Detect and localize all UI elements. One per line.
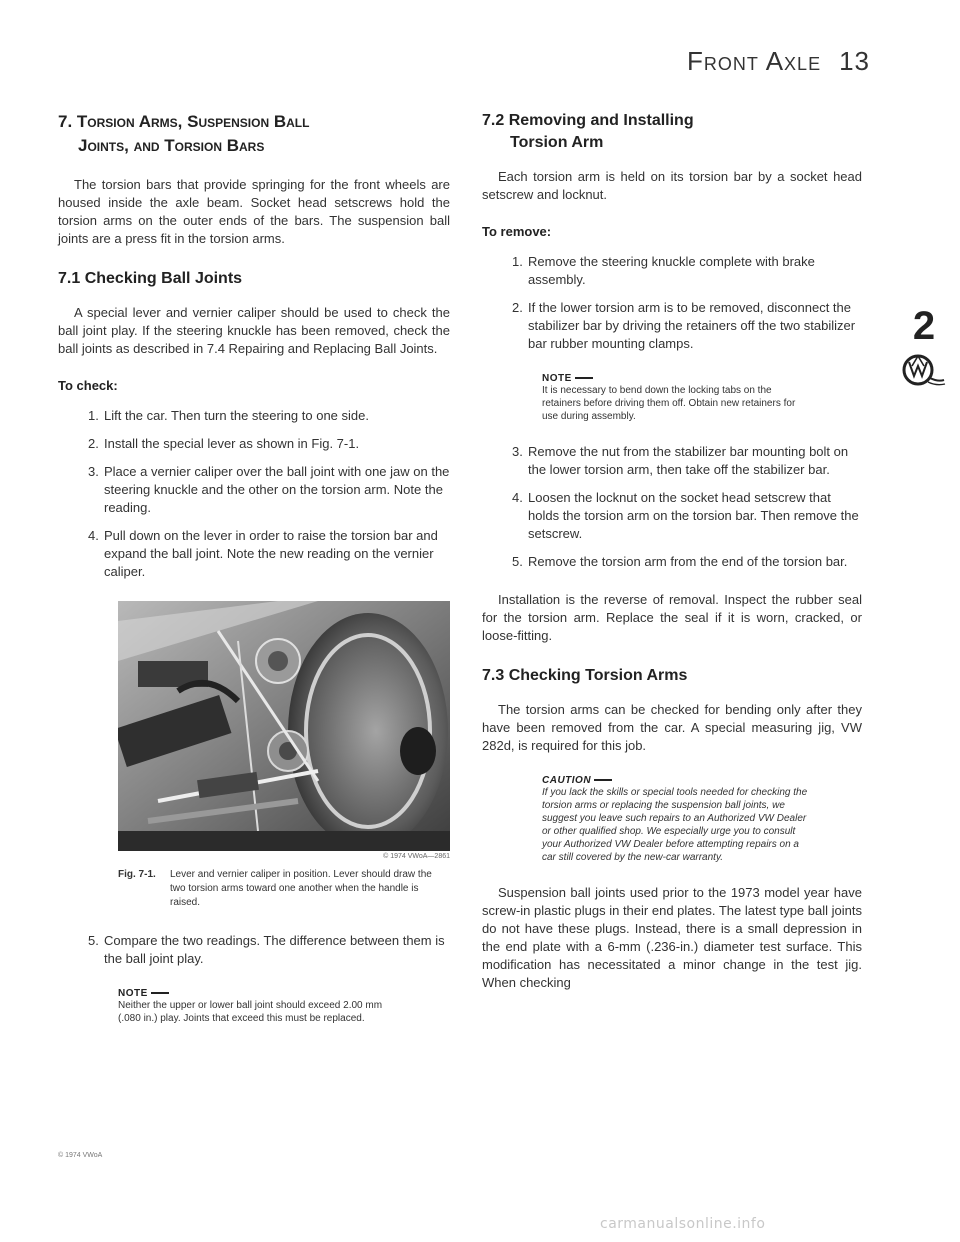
left-column xyxy=(58,110,450,1045)
note-heading: NOTE xyxy=(118,988,388,999)
subsection-title-7-2-line2: Torsion Arm xyxy=(510,134,604,151)
vw-logo-icon xyxy=(902,352,946,392)
ball-joint-paragraph: Suspension ball joints used prior to the 1973 model year have screw-in plastic plugs in their end plates. The latest type ball joints do not have these plugs. Instead, there is a small depression in the end plate with a 6-mm (.236-in.) diameter test surface. This modification has necessitated a minor change in the test jig. When checking xyxy=(482,885,862,990)
section-title-line2: Joints, and Torsion Bars xyxy=(78,136,265,155)
figure-caption xyxy=(118,868,450,910)
figure-7-1 xyxy=(118,601,450,910)
section-intro: The torsion bars that provide springing for the front wheels are housed inside the axle beam. Socket head setscrews hold the torsion arms on the outer ends of the bars. The suspension ball joints are a press fit in the torsion arms. xyxy=(58,177,450,246)
subsection-title-7-3: 7.3 Checking Torsion Arms xyxy=(482,667,688,684)
bottom-credit: © 1974 VWoA xyxy=(58,1152,103,1159)
note-text: Neither the upper or lower ball joint should exceed 2.00 mm (.080 in.) play. Joints that exceed this must be replaced. xyxy=(118,1000,383,1024)
list-item: 2. If the lower torsion arm is to be removed, disconnect the stabilizer bar by driving the retainers off the two stabilizer bar rubber mounting clamps. xyxy=(512,300,856,351)
caution-text: If you lack the skills or special tools needed for checking the torsion arms or replacing the suspension ball joints, we suggest you leave such repairs to an Authorized VW Dealer or other qualified shop. We especially urge you to consult your Authorized VW Dealer before attempting repairs on a car still covered by the new-car warranty. xyxy=(542,787,808,863)
check-steps-continued xyxy=(58,932,450,968)
watermark: carmanualsonline.info xyxy=(600,1216,766,1232)
list-item: 3. Place a vernier caliper over the ball joint with one jaw on the steering knuckle and the other on the torsion arm. Note the reading. xyxy=(88,464,450,515)
suspension-photo-art xyxy=(118,601,450,851)
subsection-intro-7-3: The torsion arms can be checked for bending only after they have been removed from the car. A special measuring jig, VW 282d, is required for this job. xyxy=(482,702,862,753)
list-item: 5. Remove the torsion arm from the end of the torsion bar. xyxy=(512,554,848,569)
to-remove-label: To remove: xyxy=(482,224,552,239)
list-item: 4. Pull down on the lever in order to raise the torsion bar and expand the ball joint. Note the new reading on the vernier caliper. xyxy=(88,528,438,579)
right-column xyxy=(482,110,862,1012)
subsection-intro-7-2: Each torsion arm is held on its torsion bar by a socket head setscrew and locknut. xyxy=(482,169,862,202)
section-title xyxy=(58,110,450,158)
chapter-tab-number: 2 xyxy=(912,304,936,348)
remove-steps-continued xyxy=(482,443,862,571)
caution-heading: CAUTION xyxy=(542,775,812,786)
page-number: 13 xyxy=(839,46,870,76)
note-box-retainers xyxy=(542,373,812,423)
to-check-label: To check: xyxy=(58,378,118,393)
list-item: 2. Install the special lever as shown in Fig. 7-1. xyxy=(88,436,360,451)
figure-label: Fig. 7-1. xyxy=(118,869,156,880)
caution-box xyxy=(542,775,812,864)
photo-credit: © 1974 VWoA—2861 xyxy=(383,853,450,860)
note-heading: NOTE xyxy=(542,373,812,384)
subsection-title-7-2 xyxy=(482,110,862,154)
list-item: 4. Loosen the locknut on the socket head setscrew that holds the torsion arm on the torsion bar. Then remove the setscrew. xyxy=(512,490,859,541)
subsection-intro-7-1: A special lever and vernier caliper should be used to check the ball joint play. If the steering knuckle has been removed, check the ball joints as described in 7.4 Repairing and Replacing Ball Joints. xyxy=(58,305,450,356)
section-title-line1: 7. Torsion Arms, Suspension Ball xyxy=(58,112,310,131)
suspension-photo xyxy=(118,601,450,851)
list-item: 5. Compare the two readings. The difference between them is the ball joint play. xyxy=(88,933,445,966)
check-steps xyxy=(58,407,450,581)
running-head xyxy=(640,46,870,77)
note-text: It is necessary to bend down the locking tabs on the retainers before driving them off. Obtain new retainers for use during assembly. xyxy=(542,385,796,422)
subsection-title-7-2-line1: 7.2 Removing and Installing xyxy=(482,112,694,129)
figure-caption-text: Lever and vernier caliper in position. Lever should draw the two torsion arms toward one another when the handle is raised. xyxy=(170,869,432,908)
chapter-title: Front Axle xyxy=(687,46,822,76)
remove-steps xyxy=(482,253,862,353)
list-item: 3. Remove the nut from the stabilizer bar mounting bolt on the lower torsion arm, then take off the stabilizer bar. xyxy=(512,444,849,477)
chapter-tab xyxy=(896,304,952,392)
installation-paragraph: Installation is the reverse of removal. Inspect the rubber seal for the torsion arm. Replace the seal if it is worn, cracked, or loose-fitting. xyxy=(482,592,862,643)
subsection-title-7-1: 7.1 Checking Ball Joints xyxy=(58,270,243,287)
note-box-play xyxy=(118,988,388,1025)
list-item: 1. Lift the car. Then turn the steering to one side. xyxy=(88,408,369,423)
list-item: 1. Remove the steering knuckle complete with brake assembly. xyxy=(512,254,815,287)
